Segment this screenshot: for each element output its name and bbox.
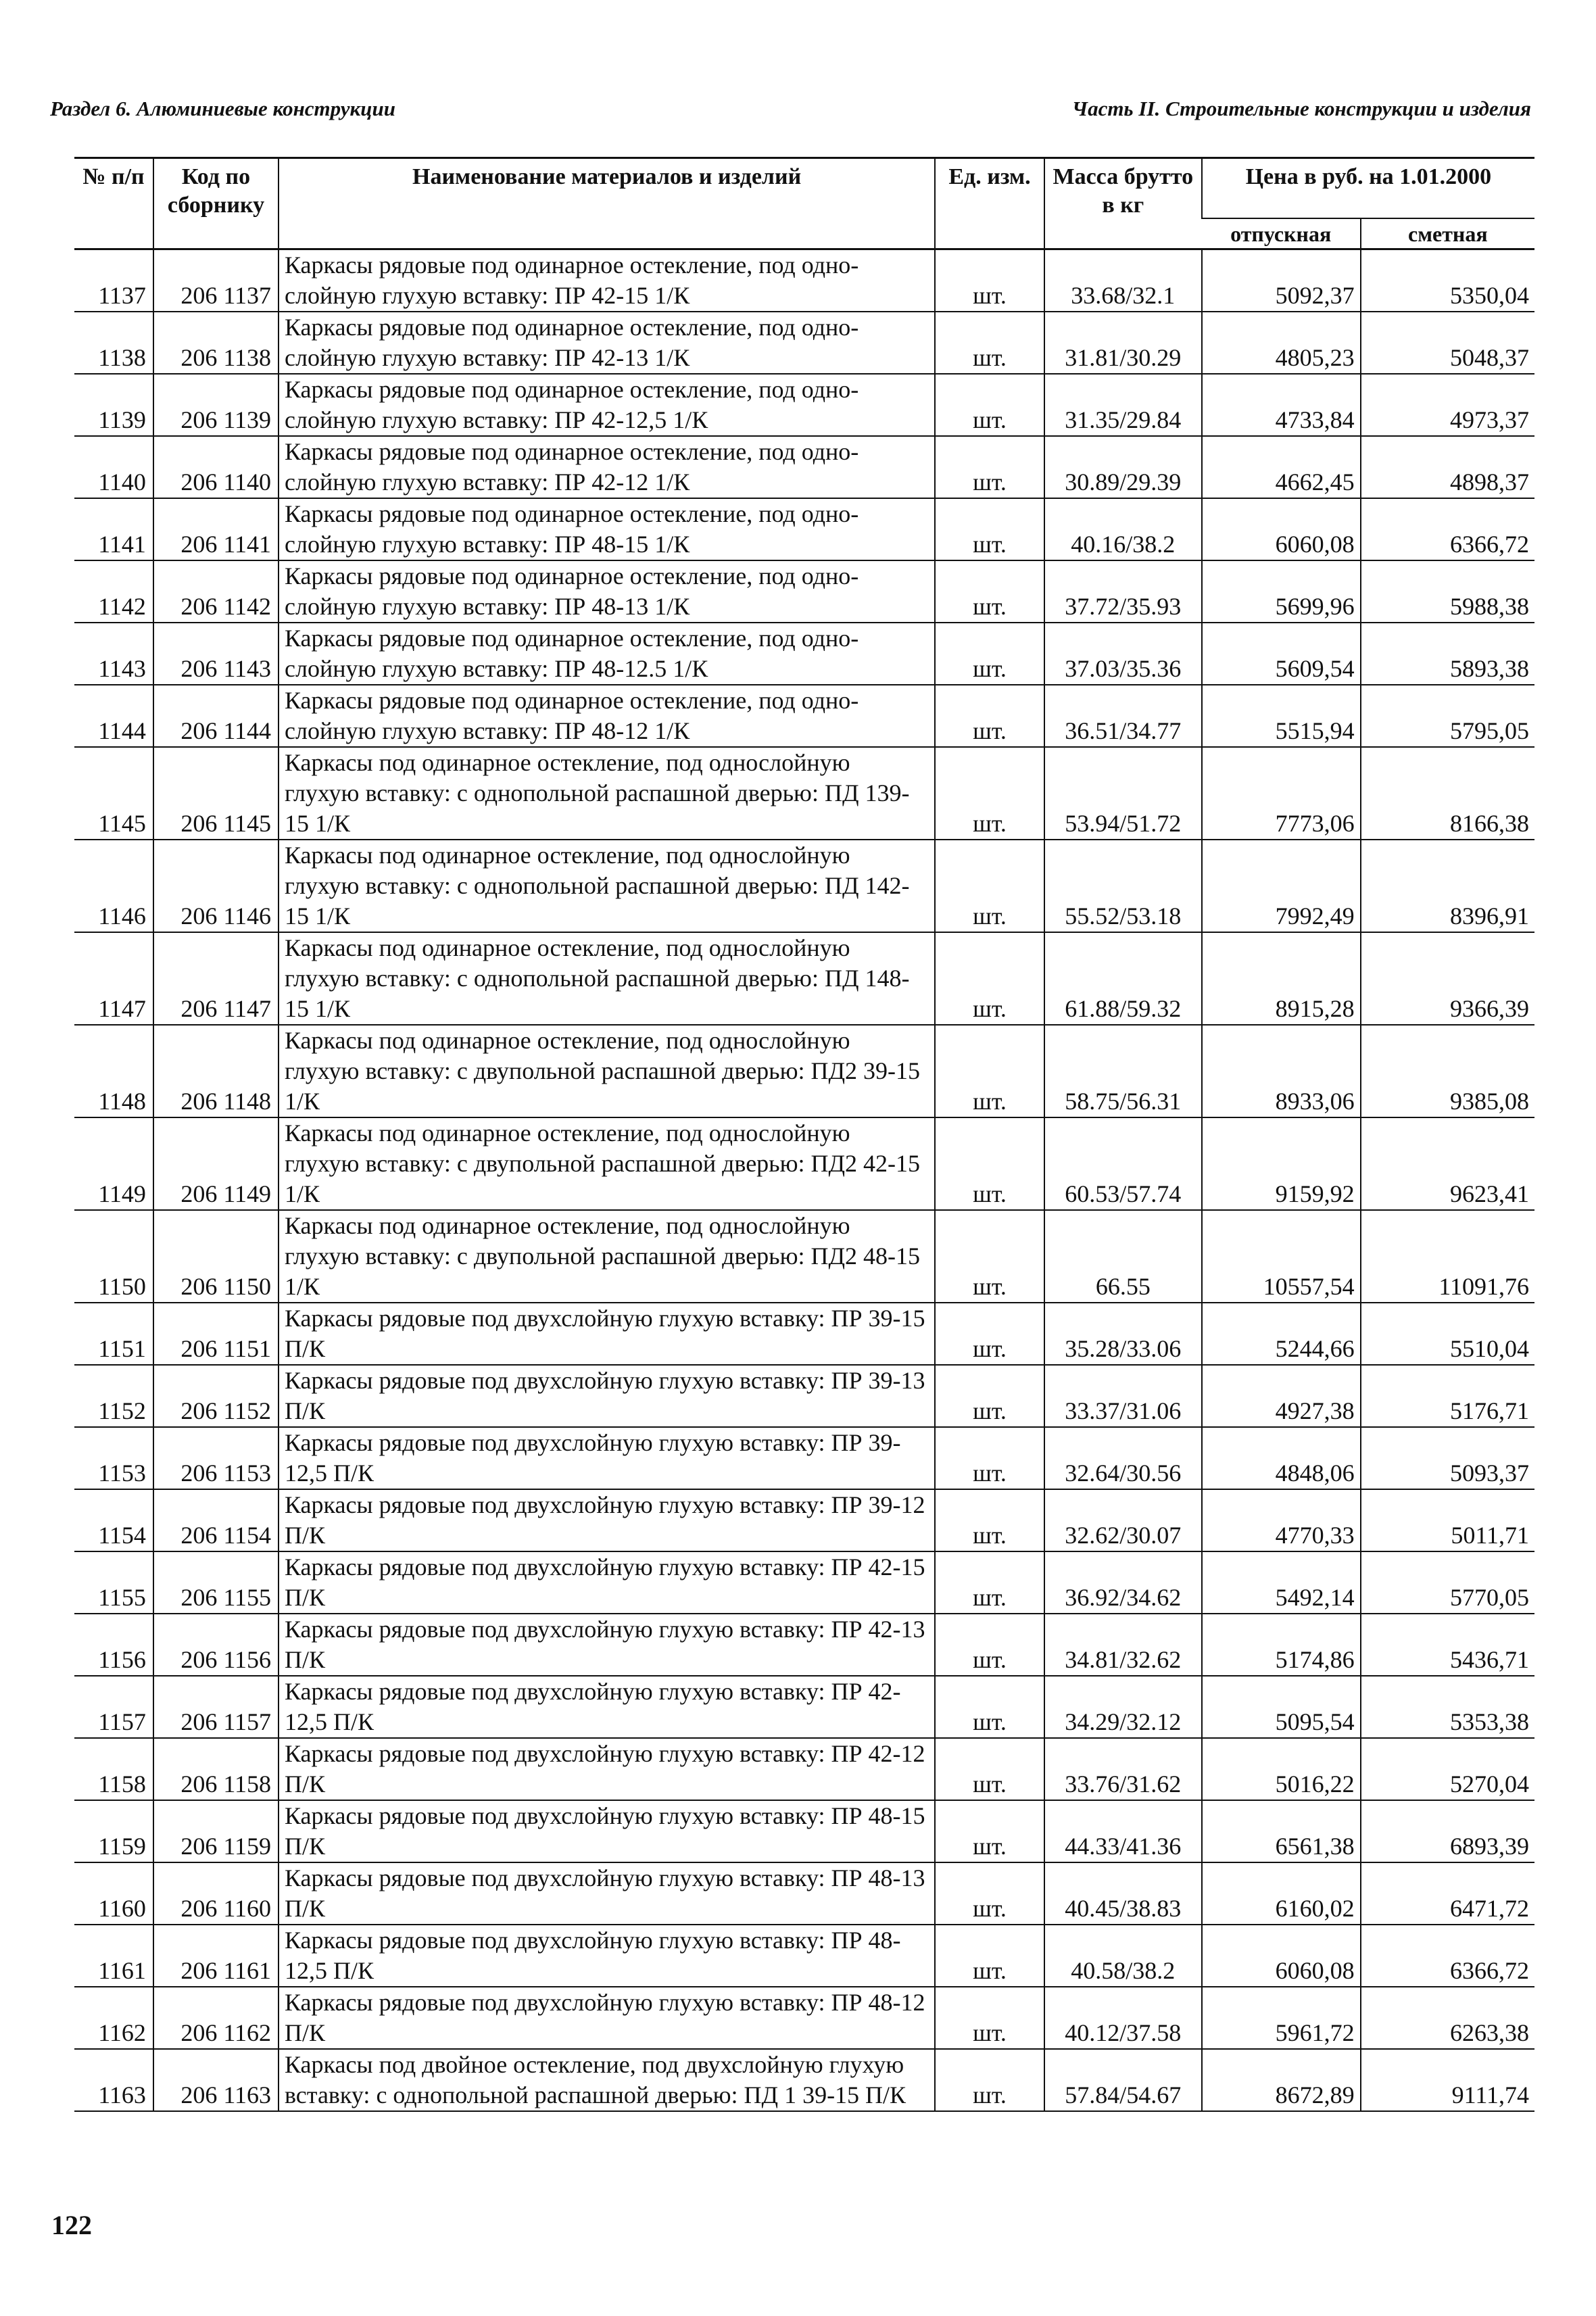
- row-number: 1162: [74, 1987, 153, 2049]
- row-number: 1153: [74, 1427, 153, 1489]
- row-price-estimate: 6263,38: [1361, 1987, 1534, 2049]
- row-price-estimate: 5048,37: [1361, 312, 1534, 374]
- table-row: [74, 1117, 1534, 1210]
- header-price-estimate: сметная: [1361, 218, 1534, 249]
- table-row: [74, 1987, 1534, 2049]
- row-unit: шт.: [935, 1303, 1044, 1365]
- row-mass: 60.53/57.74: [1044, 1117, 1202, 1210]
- row-code: 206 1148: [153, 1025, 279, 1117]
- row-name: Каркасы под одинарное остекление, под однослойную глухую вставку: с двупольной распашной дверью: ПД2 48-15 1/К: [279, 1210, 935, 1303]
- row-name: Каркасы рядовые под двухслойную глухую вставку: ПР 39-15 П/К: [279, 1303, 935, 1365]
- table-body: [74, 249, 1534, 2112]
- row-code: 206 1147: [153, 932, 279, 1025]
- row-price-release: 8915,28: [1202, 932, 1361, 1025]
- row-unit: шт.: [935, 1551, 1044, 1614]
- row-unit: шт.: [935, 1117, 1044, 1210]
- row-price-estimate: 6366,72: [1361, 1925, 1534, 1987]
- row-unit: шт.: [935, 932, 1044, 1025]
- row-mass: 35.28/33.06: [1044, 1303, 1202, 1365]
- row-name: Каркасы рядовые под одинарное остекление, под одно-слойную глухую вставку: ПР 48-15 1/К: [279, 498, 935, 560]
- row-number: 1140: [74, 436, 153, 498]
- row-name: Каркасы под двойное остекление, под двухслойную глухую вставку: с однопольной распашной дверью: ПД 1 39-15 П/К: [279, 2049, 935, 2111]
- row-code: 206 1146: [153, 840, 279, 932]
- table-row: [74, 840, 1534, 932]
- table-row: [74, 1365, 1534, 1427]
- header-number: № п/п: [74, 158, 153, 249]
- row-name: Каркасы рядовые под одинарное остекление, под одно-слойную глухую вставку: ПР 48-12 1/К: [279, 685, 935, 747]
- row-mass: 30.89/29.39: [1044, 436, 1202, 498]
- row-price-estimate: 8166,38: [1361, 747, 1534, 840]
- row-price-release: 10557,54: [1202, 1210, 1361, 1303]
- row-price-estimate: 5011,71: [1361, 1489, 1534, 1551]
- row-price-release: 5609,54: [1202, 623, 1361, 685]
- table-row: [74, 1738, 1534, 1800]
- row-mass: 33.68/32.1: [1044, 249, 1202, 312]
- row-name: Каркасы под одинарное остекление, под однослойную глухую вставку: с двупольной распашной дверью: ПД2 42-15 1/К: [279, 1117, 935, 1210]
- row-mass: 53.94/51.72: [1044, 747, 1202, 840]
- row-name: Каркасы рядовые под двухслойную глухую вставку: ПР 48-15 П/К: [279, 1800, 935, 1862]
- row-unit: шт.: [935, 840, 1044, 932]
- row-price-estimate: 4898,37: [1361, 436, 1534, 498]
- row-unit: шт.: [935, 1489, 1044, 1551]
- row-unit: шт.: [935, 1365, 1044, 1427]
- row-price-estimate: 5176,71: [1361, 1365, 1534, 1427]
- table-row: [74, 2049, 1534, 2111]
- row-name: Каркасы под одинарное остекление, под однослойную глухую вставку: с двупольной распашной дверью: ПД2 39-15 1/К: [279, 1025, 935, 1117]
- row-price-estimate: 5510,04: [1361, 1303, 1534, 1365]
- row-name: Каркасы рядовые под двухслойную глухую вставку: ПР 39-12,5 П/К: [279, 1427, 935, 1489]
- row-unit: шт.: [935, 374, 1044, 436]
- row-unit: шт.: [935, 747, 1044, 840]
- table-row: [74, 312, 1534, 374]
- row-unit: шт.: [935, 685, 1044, 747]
- row-code: 206 1163: [153, 2049, 279, 2111]
- table-row: [74, 560, 1534, 623]
- row-name: Каркасы рядовые под двухслойную глухую вставку: ПР 42-12,5 П/К: [279, 1676, 935, 1738]
- table-row: [74, 249, 1534, 312]
- row-number: 1154: [74, 1489, 153, 1551]
- table-row: [74, 374, 1534, 436]
- row-code: 206 1137: [153, 249, 279, 312]
- row-mass: 33.76/31.62: [1044, 1738, 1202, 1800]
- row-price-release: 5492,14: [1202, 1551, 1361, 1614]
- row-number: 1142: [74, 560, 153, 623]
- row-mass: 37.72/35.93: [1044, 560, 1202, 623]
- table-row: [74, 436, 1534, 498]
- row-price-release: 5016,22: [1202, 1738, 1361, 1800]
- row-code: 206 1161: [153, 1925, 279, 1987]
- row-price-release: 5095,54: [1202, 1676, 1361, 1738]
- row-name: Каркасы под одинарное остекление, под однослойную глухую вставку: с однопольной распашной дверью: ПД 148-15 1/К: [279, 932, 935, 1025]
- row-price-estimate: 5353,38: [1361, 1676, 1534, 1738]
- row-mass: 40.12/37.58: [1044, 1987, 1202, 2049]
- row-number: 1159: [74, 1800, 153, 1862]
- table-row: [74, 1025, 1534, 1117]
- row-price-estimate: 9385,08: [1361, 1025, 1534, 1117]
- table-row: [74, 1800, 1534, 1862]
- row-code: 206 1157: [153, 1676, 279, 1738]
- row-mass: 33.37/31.06: [1044, 1365, 1202, 1427]
- row-number: 1149: [74, 1117, 153, 1210]
- row-price-estimate: 5770,05: [1361, 1551, 1534, 1614]
- row-name: Каркасы рядовые под одинарное остекление, под одно-слойную глухую вставку: ПР 48-13 1/К: [279, 560, 935, 623]
- row-unit: шт.: [935, 1987, 1044, 2049]
- row-price-release: 6060,08: [1202, 1925, 1361, 1987]
- row-code: 206 1162: [153, 1987, 279, 2049]
- row-code: 206 1154: [153, 1489, 279, 1551]
- row-number: 1148: [74, 1025, 153, 1117]
- table-row: [74, 747, 1534, 840]
- row-price-release: 8672,89: [1202, 2049, 1361, 2111]
- row-unit: шт.: [935, 1025, 1044, 1117]
- table-row: [74, 685, 1534, 747]
- row-price-release: 4733,84: [1202, 374, 1361, 436]
- row-name: Каркасы рядовые под двухслойную глухую вставку: ПР 39-12 П/К: [279, 1489, 935, 1551]
- row-number: 1141: [74, 498, 153, 560]
- table-row: [74, 1210, 1534, 1303]
- table-row: [74, 1303, 1534, 1365]
- row-name: Каркасы рядовые под одинарное остекление, под одно-слойную глухую вставку: ПР 42-12,5 1/К: [279, 374, 935, 436]
- row-mass: 58.75/56.31: [1044, 1025, 1202, 1117]
- row-mass: 40.58/38.2: [1044, 1925, 1202, 1987]
- row-unit: шт.: [935, 1862, 1044, 1925]
- row-code: 206 1138: [153, 312, 279, 374]
- row-price-release: 5961,72: [1202, 1987, 1361, 2049]
- row-number: 1157: [74, 1676, 153, 1738]
- row-price-release: 5515,94: [1202, 685, 1361, 747]
- row-price-estimate: 8396,91: [1361, 840, 1534, 932]
- row-mass: 55.52/53.18: [1044, 840, 1202, 932]
- row-price-release: 8933,06: [1202, 1025, 1361, 1117]
- row-mass: 37.03/35.36: [1044, 623, 1202, 685]
- row-price-release: 6160,02: [1202, 1862, 1361, 1925]
- header-unit: Ед. изм.: [935, 158, 1044, 249]
- page-number: 122: [51, 2210, 92, 2240]
- row-price-release: 7773,06: [1202, 747, 1361, 840]
- row-mass: 40.16/38.2: [1044, 498, 1202, 560]
- row-name: Каркасы рядовые под двухслойную глухую вставку: ПР 48-13 П/К: [279, 1862, 935, 1925]
- row-name: Каркасы под одинарное остекление, под однослойную глухую вставку: с однопольной распашной дверью: ПД 139-15 1/К: [279, 747, 935, 840]
- row-price-estimate: 6366,72: [1361, 498, 1534, 560]
- row-price-estimate: 5893,38: [1361, 623, 1534, 685]
- row-name: Каркасы рядовые под двухслойную глухую вставку: ПР 48-12 П/К: [279, 1987, 935, 2049]
- row-name: Каркасы рядовые под одинарное остекление, под одно-слойную глухую вставку: ПР 48-12.5 1/К: [279, 623, 935, 685]
- row-price-release: 5244,66: [1202, 1303, 1361, 1365]
- row-name: Каркасы рядовые под двухслойную глухую вставку: ПР 42-12 П/К: [279, 1738, 935, 1800]
- table-row: [74, 1614, 1534, 1676]
- row-name: Каркасы под одинарное остекление, под однослойную глухую вставку: с однопольной распашной дверью: ПД 142-15 1/К: [279, 840, 935, 932]
- table-row: [74, 623, 1534, 685]
- row-mass: 36.51/34.77: [1044, 685, 1202, 747]
- row-code: 206 1139: [153, 374, 279, 436]
- row-name: Каркасы рядовые под двухслойную глухую вставку: ПР 42-13 П/К: [279, 1614, 935, 1676]
- row-mass: 61.88/59.32: [1044, 932, 1202, 1025]
- row-number: 1163: [74, 2049, 153, 2111]
- row-number: 1160: [74, 1862, 153, 1925]
- header-price-release: отпускная: [1202, 218, 1361, 249]
- row-code: 206 1158: [153, 1738, 279, 1800]
- row-price-release: 9159,92: [1202, 1117, 1361, 1210]
- row-unit: шт.: [935, 560, 1044, 623]
- row-price-release: 6561,38: [1202, 1800, 1361, 1862]
- table-row: [74, 932, 1534, 1025]
- row-code: 206 1156: [153, 1614, 279, 1676]
- table-row: [74, 1676, 1534, 1738]
- row-unit: шт.: [935, 1925, 1044, 1987]
- row-mass: 34.29/32.12: [1044, 1676, 1202, 1738]
- row-unit: шт.: [935, 312, 1044, 374]
- header-price: Цена в руб. на 1.01.2000: [1202, 158, 1534, 219]
- row-code: 206 1159: [153, 1800, 279, 1862]
- table-row: [74, 1551, 1534, 1614]
- row-number: 1156: [74, 1614, 153, 1676]
- row-code: 206 1142: [153, 560, 279, 623]
- row-price-release: 4805,23: [1202, 312, 1361, 374]
- running-header-part: Часть II. Строительные конструкции и изделия: [1071, 97, 1531, 120]
- row-number: 1138: [74, 312, 153, 374]
- row-number: 1144: [74, 685, 153, 747]
- table-row: [74, 498, 1534, 560]
- row-mass: 40.45/38.83: [1044, 1862, 1202, 1925]
- row-number: 1151: [74, 1303, 153, 1365]
- row-name: Каркасы рядовые под двухслойную глухую вставку: ПР 48-12,5 П/К: [279, 1925, 935, 1987]
- row-price-estimate: 5795,05: [1361, 685, 1534, 747]
- row-number: 1139: [74, 374, 153, 436]
- row-unit: шт.: [935, 249, 1044, 312]
- row-code: 206 1144: [153, 685, 279, 747]
- price-table: [74, 157, 1534, 2112]
- row-unit: шт.: [935, 2049, 1044, 2111]
- row-number: 1155: [74, 1551, 153, 1614]
- row-price-release: 5092,37: [1202, 249, 1361, 312]
- header-mass: Масса брутто в кг: [1044, 158, 1202, 249]
- row-code: 206 1149: [153, 1117, 279, 1210]
- row-price-release: 6060,08: [1202, 498, 1361, 560]
- table-row: [74, 1925, 1534, 1987]
- row-mass: 31.35/29.84: [1044, 374, 1202, 436]
- row-code: 206 1140: [153, 436, 279, 498]
- row-mass: 36.92/34.62: [1044, 1551, 1202, 1614]
- row-price-release: 5174,86: [1202, 1614, 1361, 1676]
- row-mass: 66.55: [1044, 1210, 1202, 1303]
- row-code: 206 1160: [153, 1862, 279, 1925]
- row-price-estimate: 11091,76: [1361, 1210, 1534, 1303]
- row-price-estimate: 4973,37: [1361, 374, 1534, 436]
- row-price-estimate: 9111,74: [1361, 2049, 1534, 2111]
- row-unit: шт.: [935, 498, 1044, 560]
- row-price-estimate: 6471,72: [1361, 1862, 1534, 1925]
- row-unit: шт.: [935, 1427, 1044, 1489]
- row-name: Каркасы рядовые под двухслойную глухую вставку: ПР 42-15 П/К: [279, 1551, 935, 1614]
- table-row: [74, 1489, 1534, 1551]
- row-name: Каркасы рядовые под одинарное остекление, под одно-слойную глухую вставку: ПР 42-12 1/К: [279, 436, 935, 498]
- row-name: Каркасы рядовые под одинарное остекление, под одно-слойную глухую вставку: ПР 42-15 1/К: [279, 249, 935, 312]
- row-unit: шт.: [935, 1676, 1044, 1738]
- row-price-release: 4927,38: [1202, 1365, 1361, 1427]
- header-code: Код по сборнику: [153, 158, 279, 249]
- row-unit: шт.: [935, 1800, 1044, 1862]
- row-price-estimate: 9623,41: [1361, 1117, 1534, 1210]
- row-number: 1137: [74, 249, 153, 312]
- row-unit: шт.: [935, 623, 1044, 685]
- row-code: 206 1145: [153, 747, 279, 840]
- row-mass: 32.64/30.56: [1044, 1427, 1202, 1489]
- row-unit: шт.: [935, 436, 1044, 498]
- row-mass: 57.84/54.67: [1044, 2049, 1202, 2111]
- row-number: 1143: [74, 623, 153, 685]
- row-mass: 32.62/30.07: [1044, 1489, 1202, 1551]
- row-code: 206 1152: [153, 1365, 279, 1427]
- row-name: Каркасы рядовые под двухслойную глухую вставку: ПР 39-13 П/К: [279, 1365, 935, 1427]
- row-code: 206 1143: [153, 623, 279, 685]
- row-price-estimate: 5270,04: [1361, 1738, 1534, 1800]
- header-name: Наименование материалов и изделий: [279, 158, 935, 249]
- row-code: 206 1155: [153, 1551, 279, 1614]
- row-price-estimate: 5988,38: [1361, 560, 1534, 623]
- row-number: 1147: [74, 932, 153, 1025]
- row-price-release: 4848,06: [1202, 1427, 1361, 1489]
- row-price-release: 7992,49: [1202, 840, 1361, 932]
- row-unit: шт.: [935, 1738, 1044, 1800]
- row-code: 206 1153: [153, 1427, 279, 1489]
- row-code: 206 1150: [153, 1210, 279, 1303]
- row-mass: 31.81/30.29: [1044, 312, 1202, 374]
- row-number: 1158: [74, 1738, 153, 1800]
- row-price-estimate: 5350,04: [1361, 249, 1534, 312]
- row-price-release: 4662,45: [1202, 436, 1361, 498]
- row-price-release: 5699,96: [1202, 560, 1361, 623]
- row-code: 206 1151: [153, 1303, 279, 1365]
- row-code: 206 1141: [153, 498, 279, 560]
- row-number: 1150: [74, 1210, 153, 1303]
- row-price-estimate: 5093,37: [1361, 1427, 1534, 1489]
- row-price-estimate: 5436,71: [1361, 1614, 1534, 1676]
- table-row: [74, 1427, 1534, 1489]
- table-header: [74, 158, 1534, 249]
- row-number: 1145: [74, 747, 153, 840]
- table-row: [74, 1862, 1534, 1925]
- running-header-section: Раздел 6. Алюминиевые конструкции: [50, 97, 395, 120]
- row-number: 1161: [74, 1925, 153, 1987]
- row-mass: 44.33/41.36: [1044, 1800, 1202, 1862]
- row-price-estimate: 6893,39: [1361, 1800, 1534, 1862]
- row-name: Каркасы рядовые под одинарное остекление, под одно-слойную глухую вставку: ПР 42-13 1/К: [279, 312, 935, 374]
- row-price-estimate: 9366,39: [1361, 932, 1534, 1025]
- row-unit: шт.: [935, 1210, 1044, 1303]
- row-unit: шт.: [935, 1614, 1044, 1676]
- row-number: 1146: [74, 840, 153, 932]
- row-price-release: 4770,33: [1202, 1489, 1361, 1551]
- row-mass: 34.81/32.62: [1044, 1614, 1202, 1676]
- row-number: 1152: [74, 1365, 153, 1427]
